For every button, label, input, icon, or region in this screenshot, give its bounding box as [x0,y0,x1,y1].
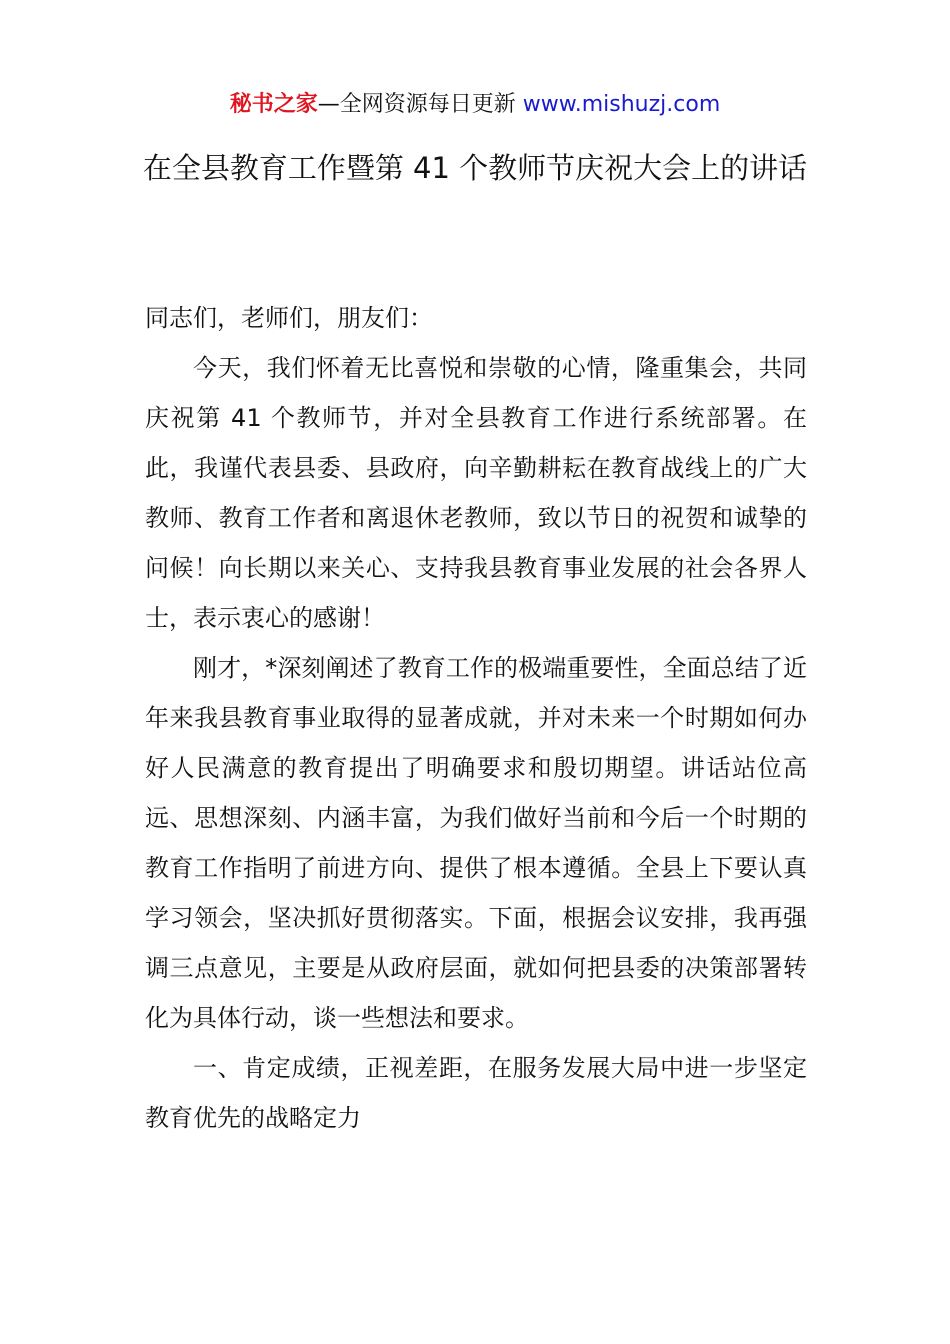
salutation: 同志们，老师们，朋友们： [145,304,433,332]
site-url-link[interactable]: www.mishuzj.com [522,92,721,117]
site-header [0,88,950,122]
site-tagline: —全网资源每日更新 [317,92,523,117]
document-title: 在全县教育工作暨第 41 个教师节庆祝大会上的讲话 [142,151,808,185]
section-heading: 一、肯定成绩，正视差距，在服务发展大局中进一步坚定教育优先的战略定力 [145,1054,807,1132]
paragraph-summary: 刚才，*深刻阐述了教育工作的极端重要性，全面总结了近年来我县教育事业取得的显著成就，并对未来一个时期如何办好人民满意的教育提出了明确要求和殷切期望。讲话站位高远、思想深刻、内涵丰富，为我们做好当前和今后一个时期的教育工作指明了前进方向、提供了根本遵循。全县上下要认真学习领会，坚决抓好贯彻落实。下面，根据会议安排，我再强调三点意见，主要是从政府层面，就如何把县委的决策部署转化为具体行动，谈一些想法和要求。 [145,654,807,1032]
paragraph-opening: 今天，我们怀着无比喜悦和崇敬的心情，隆重集会，共同庆祝第 41 个教师节，并对全县教育工作进行系统部署。在此，我谨代表县委、县政府，向辛勤耕耘在教育战线上的广大教师、教育工作者和离退休老教师，致以节日的祝贺和诚挚的问候！向长期以来关心、支持我县教育事业发展的社会各界人士，表示衷心的感谢！ [145,354,807,632]
site-brand: 秘书之家 [229,92,318,117]
document-body [145,293,807,1143]
